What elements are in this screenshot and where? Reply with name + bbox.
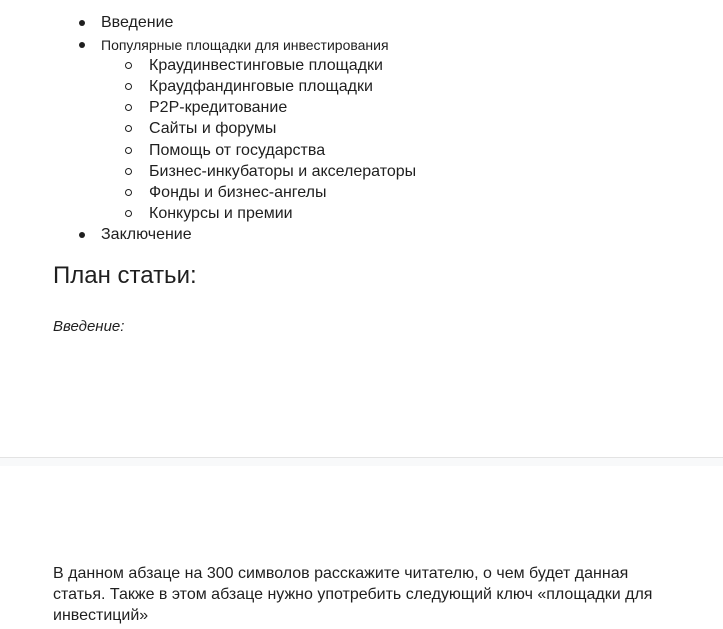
bullet-filled-icon <box>79 20 85 26</box>
outline-subitem[interactable] <box>149 98 287 118</box>
bullet-hollow-icon <box>125 147 132 154</box>
outline-subitem-label: Конкурсы и премии <box>149 205 293 222</box>
intro-subheading[interactable]: Введение: <box>53 318 125 335</box>
plan-heading[interactable]: План статьи: <box>53 262 197 289</box>
outline-subitem-label: P2P-кредитование <box>149 99 288 116</box>
page-break <box>0 457 723 466</box>
outline-subitem-label: Краудинвестинговые площадки <box>149 57 383 74</box>
outline-subitem[interactable] <box>149 162 416 182</box>
document-page-2 <box>0 466 723 629</box>
outline-item-label: Популярные площадки для инвестирования <box>101 37 389 53</box>
bullet-hollow-icon <box>125 83 132 90</box>
outline-item-label: Введение <box>101 14 174 31</box>
outline-subitem[interactable] <box>149 141 325 161</box>
bullet-hollow-icon <box>125 210 132 217</box>
outline-item-popular[interactable] <box>101 35 389 55</box>
bullet-filled-icon <box>79 42 85 48</box>
outline-subitem[interactable] <box>149 119 276 139</box>
outline-subitem[interactable] <box>149 77 373 97</box>
bullet-hollow-icon <box>125 104 132 111</box>
outline-item-label: Заключение <box>101 226 192 243</box>
outline-subitem-label: Помощь от государства <box>149 142 326 159</box>
outline-subitem-label: Бизнес-инкубаторы и акселераторы <box>149 163 417 180</box>
outline-subitem[interactable] <box>149 204 293 224</box>
bullet-filled-icon <box>79 232 85 238</box>
bullet-hollow-icon <box>125 168 132 175</box>
outline-subitem-label: Краудфандинговые площадки <box>149 78 373 95</box>
bullet-hollow-icon <box>125 189 132 196</box>
instruction-paragraph[interactable]: В данном абзаце на 300 символов расскажите читателю, о чем будет данная статья. Также в этом абзаце нужно употребить следующий ключ «площадки для инвестиций» <box>53 565 653 624</box>
outline-item-conclusion[interactable] <box>101 225 192 245</box>
bullet-hollow-icon <box>125 62 132 69</box>
outline-subitem-label: Фонды и бизнес-ангелы <box>149 184 327 201</box>
bullet-hollow-icon <box>125 125 132 132</box>
outline-subitem[interactable] <box>149 56 383 76</box>
outline-subitem-label: Сайты и форумы <box>149 120 277 137</box>
outline-item-intro[interactable] <box>101 13 173 33</box>
outline-subitem[interactable] <box>149 183 326 203</box>
